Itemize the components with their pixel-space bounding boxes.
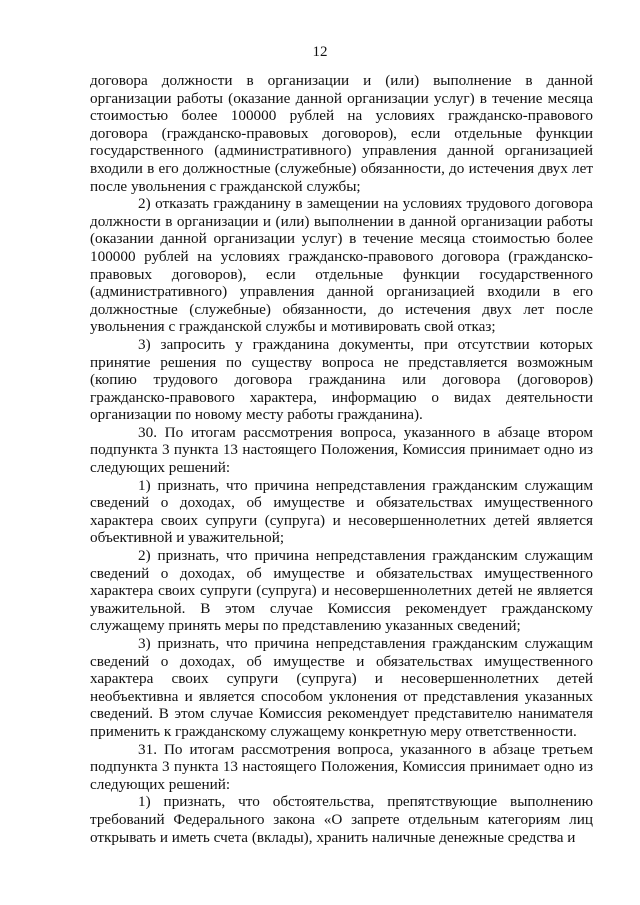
paragraph-clause-30-item-3: 3) признать, что причина непредставления гражданским служащим сведений о доходах, об имуществе и обязательствах имущественного характера своих супруги (супруга) и несовершеннолетних детей необъективна и является способом уклонения от представления указанных сведений. В этом случае Комиссия рекомендует представителю нанимателя применить к гражданскому служащему конкретную меру ответственности. (90, 635, 593, 740)
paragraph-continuation: договора должности в организации и (или) выполнение в данной организации работы (оказание данной организации услуг) в течение месяца стоимостью более 100000 рублей на условиях гражданско-правового договора (гражданско-правовых договоров), если отдельные функции государственного (административного) управления данной организацией входили в его должностные (служебные) обязанности, до истечения двух лет после увольнения с гражданской службы; (90, 72, 593, 195)
paragraph-clause-31-item-1: 1) признать, что обстоятельства, препятствующие выполнению требований Федерального закона «О запрете отдельным категориям лиц открывать и иметь счета (вклады), хранить наличные денежные средства и (90, 793, 593, 846)
paragraph-clause-30-item-1: 1) признать, что причина непредставления гражданским служащим сведений о доходах, об имуществе и обязательствах имущественного характера своих супруги (супруга) и несовершеннолетних детей является объективной и уважительной; (90, 476, 593, 547)
paragraph-item-2-refuse: 2) отказать гражданину в замещении на условиях трудового договора должности в организации и (или) выполнении в данной организации работы (оказании данной организации услуг) в течение месяца стоимостью более 100000 рублей на условиях гражданско-правового договора (гражданско-правовых договоров), если отдельные функции государственного (административного) управления данной организацией входили в его должностные (служебные) обязанности, до истечения двух лет после увольнения с гражданской службы и мотивировать свой отказ; (90, 195, 593, 336)
paragraph-clause-30: 30. По итогам рассмотрения вопроса, указанного в абзаце втором подпункта 3 пункта 13 настоящего Положения, Комиссия принимает одно из следующих решений: (90, 423, 593, 477)
paragraph-clause-31: 31. По итогам рассмотрения вопроса, указанного в абзаце третьем подпункта 3 пункта 13 настоящего Положения, Комиссия принимает одно из следующих решений: (90, 740, 593, 793)
page-number: 12 (312, 44, 328, 60)
paragraph-clause-30-item-2: 2) признать, что причина непредставления гражданским служащим сведений о доходах, об имуществе и обязательствах имущественного характера своих супруги (супруга) и несовершеннолетних детей не является уважительной. В этом случае Комиссия рекомендует гражданскому служащему принять меры по представлению указанных сведений; (90, 547, 593, 635)
paragraph-item-3-request-documents: 3) запросить у гражданина документы, при отсутствии которых принятие решения по существу вопроса не представляется возможным (копию трудового договора гражданина или договора (договоров) гражданско-правового характера, информацию о видах деятельности организации по новому месту работы гражданина). (90, 335, 593, 424)
document-body (90, 72, 593, 846)
